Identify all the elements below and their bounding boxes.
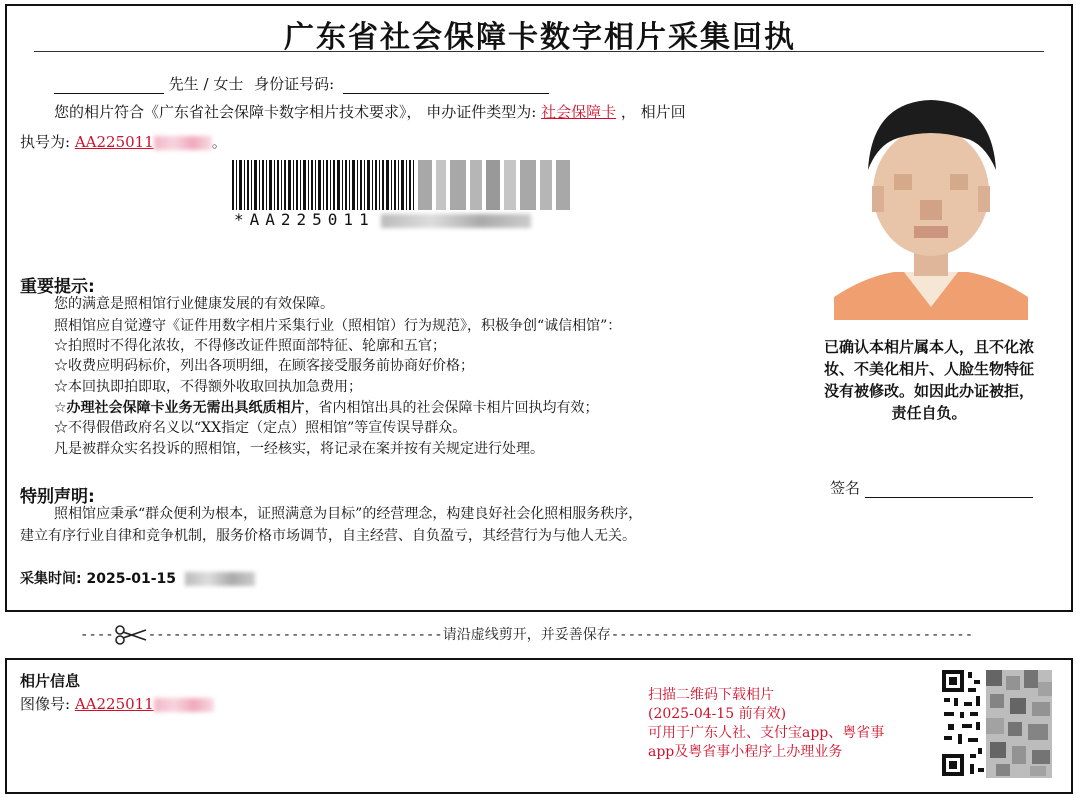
signature-label: 签名: [830, 479, 861, 497]
card-type: 社会保障卡: [541, 103, 617, 121]
portrait-photo: [834, 92, 1028, 320]
confirmation-line-4: 责任自负。: [891, 404, 967, 422]
cut-dash-mid: -----------------------------------: [147, 627, 443, 643]
important-line-7: ☆不得假借政府名义以“XX指定（定点）照相馆”等宣传误导群众。: [54, 420, 467, 436]
redacted-capture-time: [185, 572, 255, 586]
redacted-receipt-suffix: [154, 136, 212, 150]
name-id-line: [54, 74, 549, 94]
cut-line: [80, 624, 1010, 645]
cut-dash-right: -------------------------------------------: [610, 627, 974, 643]
signature-field[interactable]: [830, 478, 1033, 498]
compliance-line: [54, 102, 686, 122]
confirmation-text: [804, 336, 1054, 424]
compliance-text: 您的相片符合《广东省社会保障卡数字相片技术要求》， 申办证件类型为:: [54, 103, 537, 121]
scissors-icon: [114, 625, 148, 645]
important-line-6: [54, 398, 599, 418]
barcode-text: [234, 210, 531, 229]
receipt-label: 执号为:: [20, 133, 71, 151]
important-line-1: 您的满意是照相馆行业健康发展的有效保障。: [54, 296, 334, 312]
receipt-end: 。: [211, 133, 227, 151]
important-heading: 重要提示:: [20, 277, 95, 297]
download-line-1: 扫描二维码下载相片: [648, 687, 774, 703]
important-line-2: 照相馆应自觉遵守《证件用数字相片采集行业（照相馆）行为规范》，积极争创“诚信相馆”：: [54, 318, 622, 334]
name-blank: [54, 75, 164, 94]
special-line-1: 照相馆应秉承“群众便利为根本，证照满意为目标”的经营理念，构建良好社会化照相服务秩序，: [54, 506, 643, 522]
download-line-2: (2025-04-15 前有效): [648, 706, 787, 722]
important-line-8: 凡是被群众实名投诉的照相馆，一经核实，将记录在案并按有关规定进行处理。: [54, 441, 544, 457]
confirmation-line-3: 没有被修改。如因此办证被拒，: [823, 382, 1034, 400]
special-line-2: 建立有序行业自律和竞争机制，服务价格市场调节，自主经营、自负盈亏，其经营行为与他人无关。: [20, 528, 636, 544]
title-divider: [34, 51, 1044, 52]
compliance-suffix: ， 相片回: [620, 103, 686, 121]
capture-time: [20, 568, 255, 588]
signature-blank: [865, 479, 1033, 498]
receipt-number: AA225011: [74, 133, 154, 151]
salutation: 先生 / 女士: [168, 75, 244, 93]
cut-instruction: 请沿虚线剪开，并妥善保存: [442, 627, 611, 643]
important-line-5: ☆本回执即拍即取，不得额外收取回执加急费用；: [54, 379, 362, 395]
photo-info-box: [5, 658, 1073, 794]
important-bold-text: ☆办理社会保障卡业务无需出具纸质相片: [54, 400, 305, 416]
id-blank: [343, 75, 549, 94]
id-label: 身份证号码:: [254, 75, 335, 93]
download-line-3: 可用于广东人社、支付宝app、粤省事: [648, 725, 885, 741]
download-line-4: app及粤省事小程序上办理业务: [648, 744, 843, 760]
redacted-image-suffix: [154, 698, 214, 712]
barcode-number: *AA225011: [234, 210, 375, 229]
receipt-number-line: [20, 132, 227, 152]
confirmation-line-2: 妆、不美化相片、人脸生物特征: [823, 360, 1034, 378]
download-instructions: [648, 686, 884, 762]
special-heading: 特别声明:: [20, 487, 95, 507]
important-line-6-rest: ，省内相馆出具的社会保障卡相片回执均有效；: [304, 400, 599, 416]
qr-code-icon[interactable]: [940, 668, 1054, 780]
image-number: AA225011: [74, 695, 154, 713]
confirmation-line-1: 已确认本相片属本人，且不化浓: [823, 338, 1034, 356]
important-line-4: ☆收费应明码标价，列出各项明细，在顾客接受服务前协商好价格；: [54, 358, 474, 374]
important-line-3: ☆拍照时不得化浓妆，不得修改证件照面部特征、轮廓和五官；: [54, 338, 446, 354]
cut-dash-left: ----: [80, 627, 114, 643]
redacted-barcode-suffix: [381, 214, 531, 228]
photo-info-heading: 相片信息: [20, 672, 81, 690]
page-title: 广东省社会保障卡数字相片采集回执: [284, 20, 796, 55]
barcode-image: [232, 160, 578, 210]
capture-label: 采集时间:: [20, 571, 82, 587]
image-number-line: [20, 694, 214, 714]
image-number-label: 图像号:: [20, 695, 71, 713]
capture-date: 2025-01-15: [86, 571, 177, 587]
